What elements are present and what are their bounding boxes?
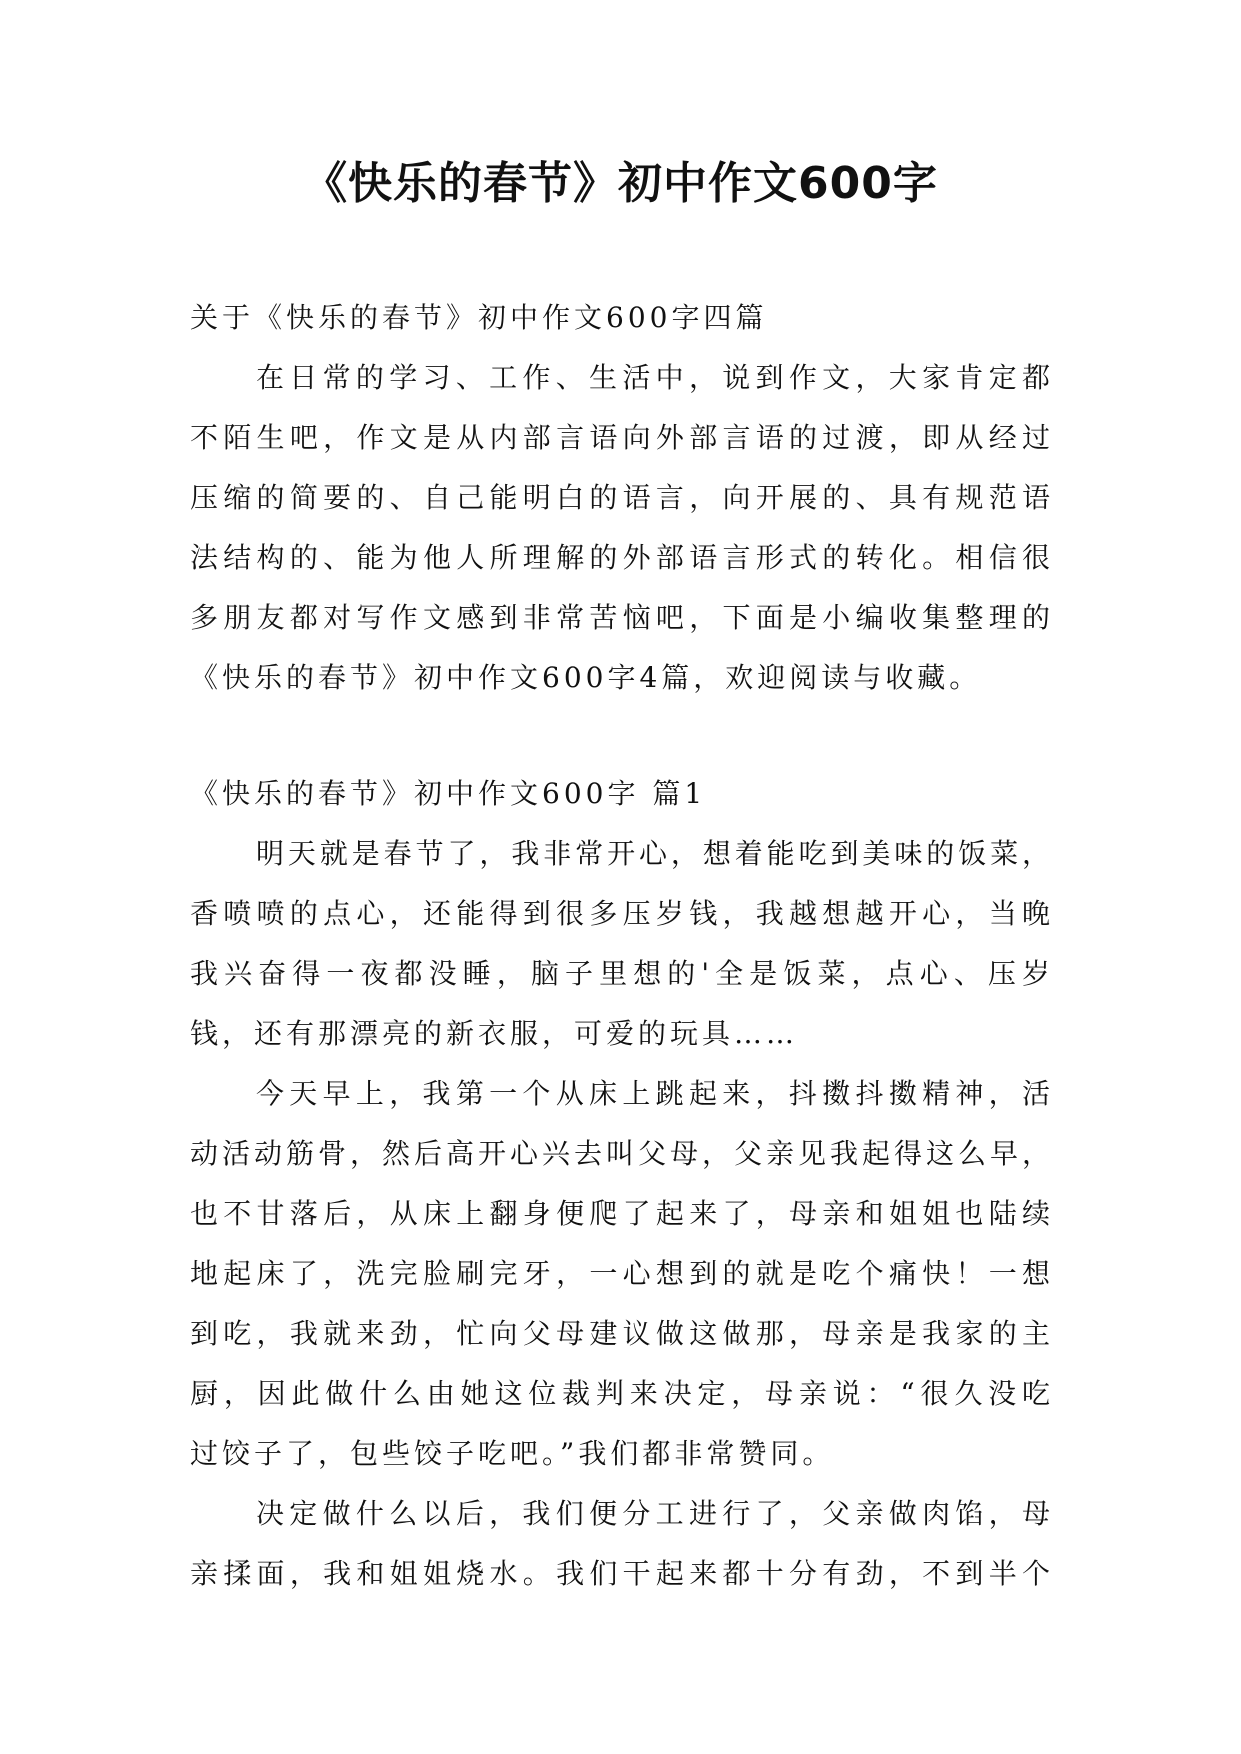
text-line: 地起床了，洗完脸刷完牙，一心想到的就是吃个痛快！一想 (190, 1257, 1050, 1290)
text-line: 压缩的简要的、自己能明白的语言，向开展的、具有规范语 (190, 481, 1050, 514)
text-line: 钱，还有那漂亮的新衣服，可爱的玩具…… (190, 1017, 799, 1050)
text-line: 《快乐的春节》初中作文600字4篇，欢迎阅读与收藏。 (190, 661, 982, 694)
text-line: 法结构的、能为他人所理解的外部语言形式的转化。相信很 (190, 541, 1050, 574)
text-line: 在日常的学习、工作、生活中，说到作文，大家肯定都 (256, 361, 1050, 394)
text-line: 多朋友都对写作文感到非常苦恼吧，下面是小编收集整理的 (190, 601, 1050, 634)
text-line: 厨，因此做什么由她这位裁判来决定，母亲说：“很久没吃 (190, 1377, 1050, 1410)
text-line: 亲揉面，我和姐姐烧水。我们干起来都十分有劲，不到半个 (190, 1557, 1050, 1590)
text-line: 香喷喷的点心，还能得到很多压岁钱，我越想越开心，当晚 (190, 897, 1050, 930)
document-body (190, 288, 1050, 1604)
body-paragraph-1 (190, 824, 1050, 1064)
intro-paragraph (190, 348, 1050, 708)
text-line: 决定做什么以后，我们便分工进行了，父亲做肉馅，母 (256, 1497, 1050, 1530)
text-line: 动活动筋骨，然后高开心兴去叫父母，父亲见我起得这么早， (190, 1137, 1050, 1170)
text-line: 过饺子了，包些饺子吃吧。”我们都非常赞同。 (190, 1437, 835, 1470)
body-paragraph-2 (190, 1064, 1050, 1484)
text-line: 我兴奋得一夜都没睡，脑子里想的'全是饭菜，点心、压岁 (190, 957, 1050, 990)
document-title: 《快乐的春节》初中作文600字 (303, 158, 938, 209)
document-subtitle: 关于《快乐的春节》初中作文600字四篇 (190, 301, 768, 334)
text-line: 今天早上，我第一个从床上跳起来，抖擞抖擞精神，活 (256, 1077, 1050, 1110)
body-paragraph-3 (190, 1484, 1050, 1604)
text-line: 不陌生吧，作文是从内部言语向外部言语的过渡，即从经过 (190, 421, 1050, 454)
text-line: 明天就是春节了，我非常开心，想着能吃到美味的饭菜， (256, 837, 1050, 870)
section-spacer (190, 708, 1050, 764)
text-line: 也不甘落后，从床上翻身便爬了起来了，母亲和姐姐也陆续 (190, 1197, 1050, 1230)
section-heading: 《快乐的春节》初中作文600字 篇1 (190, 777, 707, 810)
text-line: 到吃，我就来劲，忙向父母建议做这做那，母亲是我家的主 (190, 1317, 1050, 1350)
